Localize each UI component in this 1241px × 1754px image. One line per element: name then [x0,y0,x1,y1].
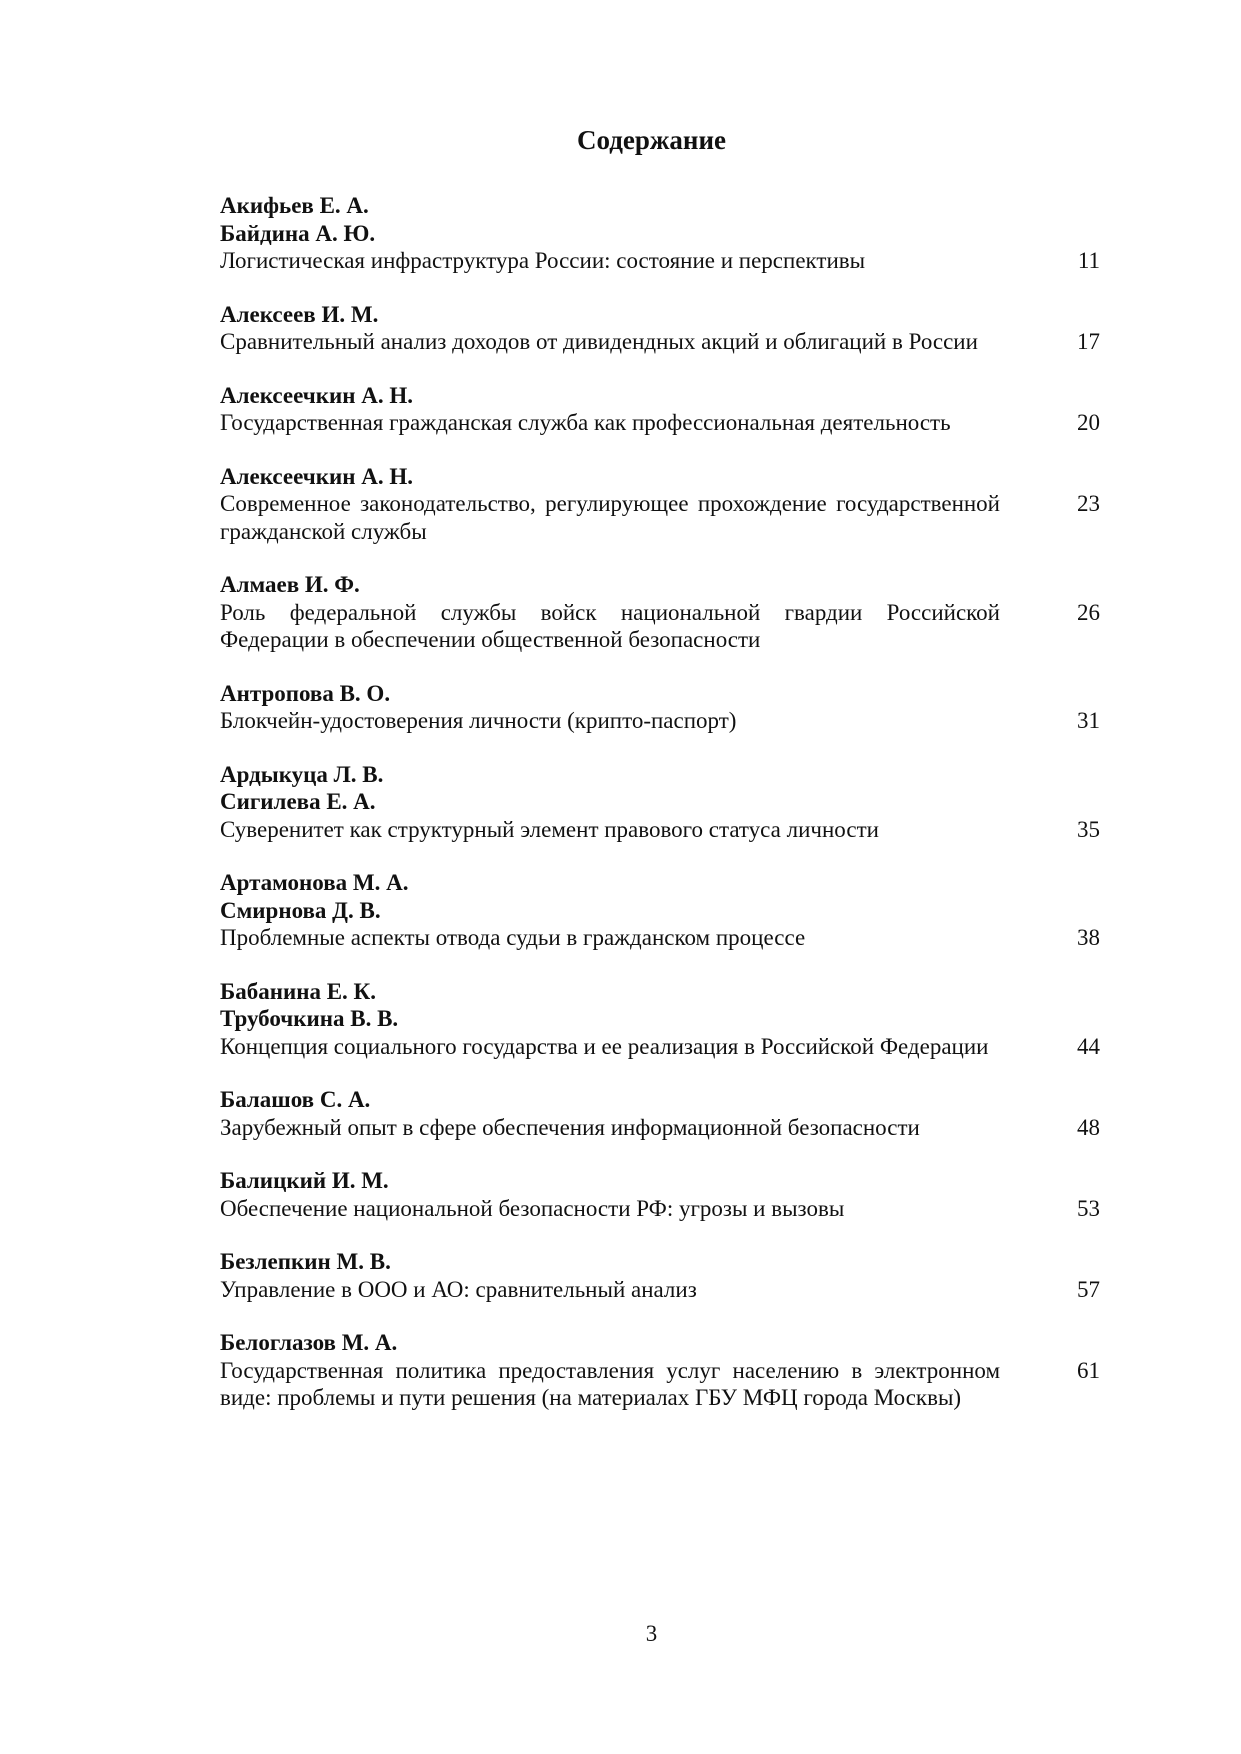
toc-entry-body [220,1167,1000,1222]
toc-entry-body [220,761,1000,844]
article-title: Обеспечение национальной безопасности РФ: угрозы и вызовы [220,1195,845,1221]
toc-entry [220,301,1100,356]
article-title: Блокчейн-удостоверения личности (крипто-паспорт) [220,708,737,733]
page-number: 31 [1077,708,1100,733]
toc-entry [220,1329,1100,1412]
author-name: Алмаев И. Ф. [220,572,360,597]
author-name: Балицкий И. М. [220,1168,389,1193]
toc-entry-body [220,1086,1000,1141]
toc-entry [220,1248,1100,1303]
toc-entry-body [220,1329,1000,1412]
author-name: Безлепкин М. В. [220,1249,391,1274]
toc-entry [220,463,1100,546]
page-number: 20 [1077,410,1100,435]
toc-entry [220,192,1100,275]
toc-entry [220,382,1100,437]
article-title: Суверенитет как структурный элемент правового статуса личности [220,816,879,842]
toc-entry-body [220,869,1000,952]
page-number: 35 [1077,816,1100,842]
article-title: Управление в ООО и АО: сравнительный анализ [220,1276,697,1302]
toc-entry-body [220,463,1000,546]
table-of-contents [220,192,1100,1438]
toc-entry-body [220,301,1000,356]
article-title: Логистическая инфраструктура России: состояние и перспективы [220,248,866,273]
author-name: Белоглазов М. А. [220,1330,398,1355]
toc-entry [220,869,1100,952]
toc-entry [220,571,1100,654]
toc-entry [220,1086,1100,1141]
page-number: 48 [1077,1114,1100,1140]
page-number: 17 [1077,329,1100,354]
toc-entry-body [220,192,1000,275]
author-name: Артамонова М. А. [220,870,409,895]
page-number: 61 [1077,1357,1100,1383]
author-name: Балашов С. А. [220,1087,371,1112]
toc-entry-body [220,382,1000,437]
article-title: Современное законодательство, регулирующее прохождение государственной гражданской службы [220,491,1000,544]
toc-entry [220,680,1100,735]
page-footer-number: 3 [645,1621,658,1646]
author-name: Алексеев И. М. [220,301,379,327]
author-name: Алексеечкин А. Н. [220,382,413,408]
toc-entry-body [220,680,1000,735]
toc-entry [220,978,1100,1061]
toc-entry [220,1167,1100,1222]
toc-entry [220,761,1100,844]
author-name: Смирнова Д. В. [220,897,381,923]
page-number: 11 [1077,248,1100,273]
toc-entry-body [220,571,1000,654]
article-title: Государственная гражданская служба как профессиональная деятельность [220,410,951,435]
article-title: Проблемные аспекты отвода судьи в гражданском процессе [220,925,806,950]
article-title: Государственная политика предоставления услуг населению в электронном виде: проблемы и пути решения (на материалах ГБУ МФЦ города Москвы) [220,1357,1000,1410]
article-title: Концепция социального государства и ее реализация в Российской Федерации [220,1033,989,1059]
article-title: Роль федеральной службы войск национальной гвардии Российской Федерации в обеспечении общественной безопасности [220,599,1000,652]
page-title: Содержание [576,125,727,155]
author-name: Сигилева Е. А. [220,789,376,814]
author-name: Трубочкина В. В. [220,1006,399,1031]
author-name: Байдина А. Ю. [220,220,376,246]
author-name: Алексеечкин А. Н. [220,463,413,489]
page-number: 53 [1077,1195,1100,1221]
page-number: 44 [1077,1033,1100,1059]
toc-entry-body [220,1248,1000,1303]
author-name: Бабанина Е. К. [220,978,376,1004]
author-name: Ардыкуца Л. В. [220,761,384,787]
article-title: Сравнительный анализ доходов от дивидендных акций и облигаций в России [220,329,978,354]
page-number: 26 [1077,599,1100,625]
page-number: 57 [1077,1276,1100,1302]
toc-entry-body [220,978,1000,1061]
author-name: Антропова В. О. [220,680,391,706]
page-number: 38 [1077,925,1100,950]
author-name: Акифьев Е. А. [220,193,369,218]
page-number: 23 [1077,491,1100,516]
article-title: Зарубежный опыт в сфере обеспечения информационной безопасности [220,1114,920,1140]
